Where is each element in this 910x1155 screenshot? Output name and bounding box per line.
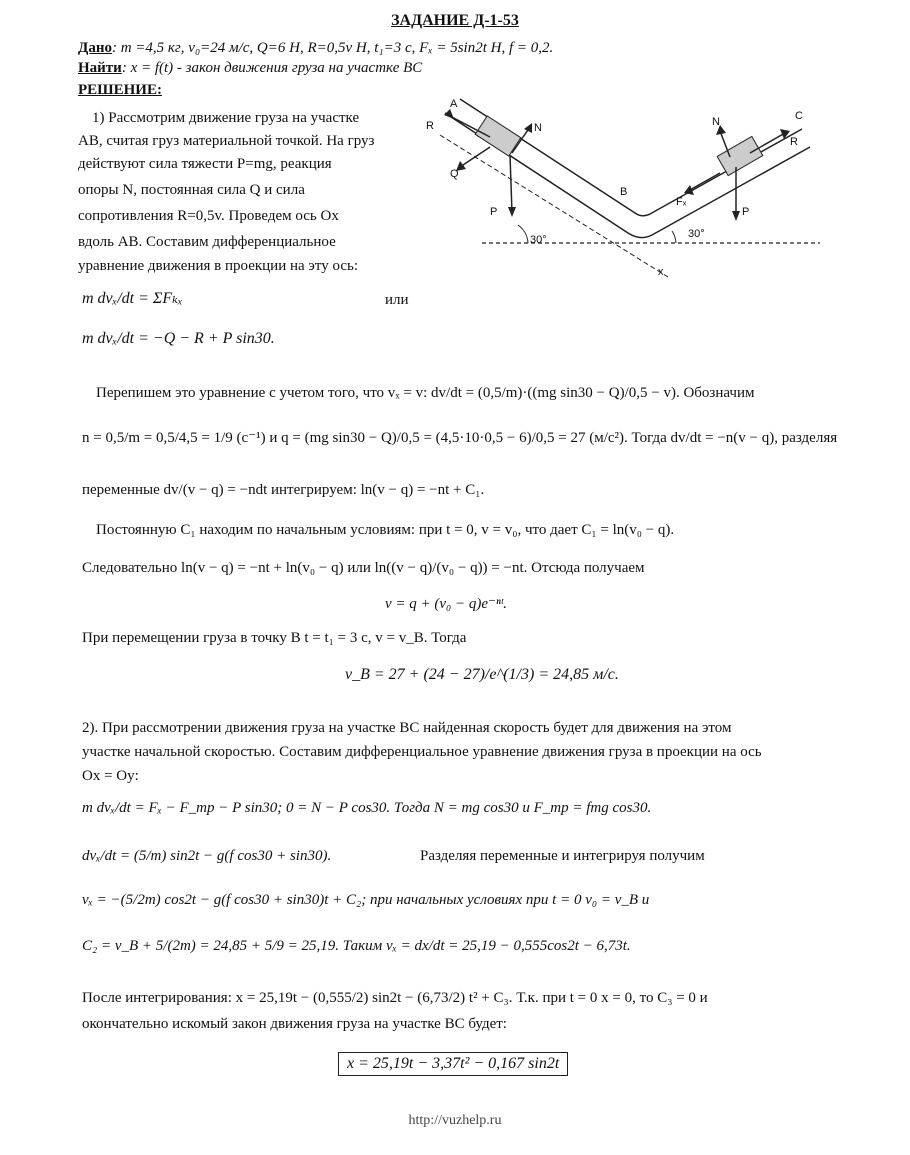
part2-eq4: C₂ = v_B + 5/(2m) = 24,85 + 5/9 = 25,19. Таким vₓ = dx/dt = 25,19 − 0,555cos2t − 6,73t. — [82, 938, 631, 954]
part1-para5: Следовательно ln(v − q) = −nt + ln(v₀ − q) или ln((v − q)/(v₀ − q)) = −nt. Отсюда получаем — [82, 560, 645, 576]
part1-para2: n = 0,5/m = 0,5/4,5 = 1/9 (с⁻¹) и q = (mg sin30 − Q)/0,5 = (4,5·10·0,5 − 6)/0,5 = 27 (м/с²). Тогда dv/dt = −n(v − q), разделяя — [82, 430, 838, 446]
label-angle-right: 30° — [688, 228, 705, 240]
part2-p2: участке начальной скоростью. Составим дифференциальное уравнение движения груза в проекции на ось — [82, 744, 762, 760]
find-label: Найти — [78, 60, 122, 76]
part1-para6: v = q + (v₀ − q)e⁻ⁿᵗ. — [385, 596, 507, 612]
label-a: A — [450, 98, 458, 110]
answer-text: x = 25,19t − 3,37t² − 0,167 sin2t — [347, 1055, 560, 1072]
part1-para1: Перепишем это уравнение с учетом того, что vₓ = v: dv/dt = (0,5/m)·((mg sin30 − Q)/0,5 − v). Обозначим — [96, 385, 755, 401]
part1-line-2: AB, считая груз материальной точкой. На груз — [78, 133, 375, 149]
part1-line-6: вдоль AB. Составим дифференциальное — [78, 234, 336, 250]
part1-line-1: 1) Рассмотрим движение груза на участке — [92, 110, 360, 126]
page-title: ЗАДАНИЕ Д-1-53 — [391, 12, 519, 29]
label-p-left: P — [490, 206, 498, 218]
find-line — [78, 60, 422, 77]
part1-eq1: m dvₓ/dt = ΣFₖₓ — [82, 290, 183, 307]
label-r-left: R — [426, 120, 434, 132]
label-n-right: N — [712, 116, 720, 128]
part1-line-4: опоры N, постоянная сила Q и сила — [78, 182, 305, 198]
part1-para8: v_B = 27 + (24 − 27)/e^(1/3) = 24,85 м/с. — [345, 666, 619, 683]
answer-box — [338, 1052, 568, 1076]
part2-eq5: После интегрирования: x = 25,19t − (0,555/2) sin2t − (6,73/2) t² + C₃. Т.к. при t = 0 x = 0, то C₃ = 0 и — [82, 990, 708, 1006]
part1-para7: При перемещении груза в точку B t = t₁ = 3 с, v = v_B. Тогда — [82, 630, 467, 646]
label-x: x — [658, 266, 664, 278]
label-b: B — [620, 186, 628, 198]
part2-eq3: vₓ = −(5/2m) cos2t − g(f cos30 + sin30)t + C₂; при начальных условиях при t = 0 v₀ = v_B и — [82, 892, 650, 908]
footer-site: http://vuzhelp.ru — [408, 1113, 502, 1128]
part1-eq2: m dvₓ/dt = −Q − R + P sin30. — [82, 330, 275, 347]
label-angle-left: 30° — [530, 234, 547, 246]
label-q: Q — [450, 168, 459, 180]
part2-eq2a: dvₓ/dt = (5/m) sin2t − g(f cos30 + sin30). — [82, 848, 332, 864]
label-c: C — [795, 110, 803, 122]
incline-figure — [420, 95, 820, 285]
solution-label: РЕШЕНИЕ: — [78, 82, 162, 98]
given-text: : m =4,5 кг, v₀=24 м/с, Q=6 Н, R=0,5v Н, t₁=3 с, Fₓ = 5sin2t Н, f = 0,2. — [111, 40, 554, 56]
part2-eq6: окончательно искомый закон движения груза на участке BC будет: — [82, 1016, 507, 1032]
part1-line-7: уравнение движения в проекции на эту ось: — [78, 258, 358, 274]
label-r-right: R — [790, 136, 798, 148]
given-label: Дано — [78, 40, 112, 56]
part1-para4: Постоянную C₁ находим по начальным условиям: при t = 0, v = v₀, что дает C₁ = ln(v₀ − q). — [96, 522, 675, 538]
part2-p3: Ox = Oy: — [82, 768, 139, 784]
find-text: : x = f(t) - закон движения груза на участке BC — [121, 60, 423, 76]
label-p-right: P — [742, 206, 750, 218]
label-n-left: N — [534, 122, 542, 134]
part1-line-5: сопротивления R=0,5v. Проведем ось Ox — [78, 208, 339, 224]
part2-p1: 2). При рассмотрении движения груза на участке BC найденная скорость будет для движения на этом — [82, 720, 732, 736]
part2-eq1: m dvₓ/dt = Fₓ − F_тр − P sin30; 0 = N − P cos30. Тогда N = mg cos30 и F_тр = fmg cos30. — [82, 800, 652, 816]
part1-para3: переменные dv/(v − q) = −ndt интегрируем: ln(v − q) = −nt + C₁. — [82, 482, 485, 498]
part2-eq2b: Разделяя переменные и интегрируя получим — [420, 848, 705, 864]
given-line — [78, 40, 553, 57]
part1-eq1-or: или — [385, 292, 409, 308]
label-fx: Fₓ — [676, 196, 687, 208]
part1-line-3: действуют сила тяжести P=mg, реакция — [78, 156, 332, 172]
